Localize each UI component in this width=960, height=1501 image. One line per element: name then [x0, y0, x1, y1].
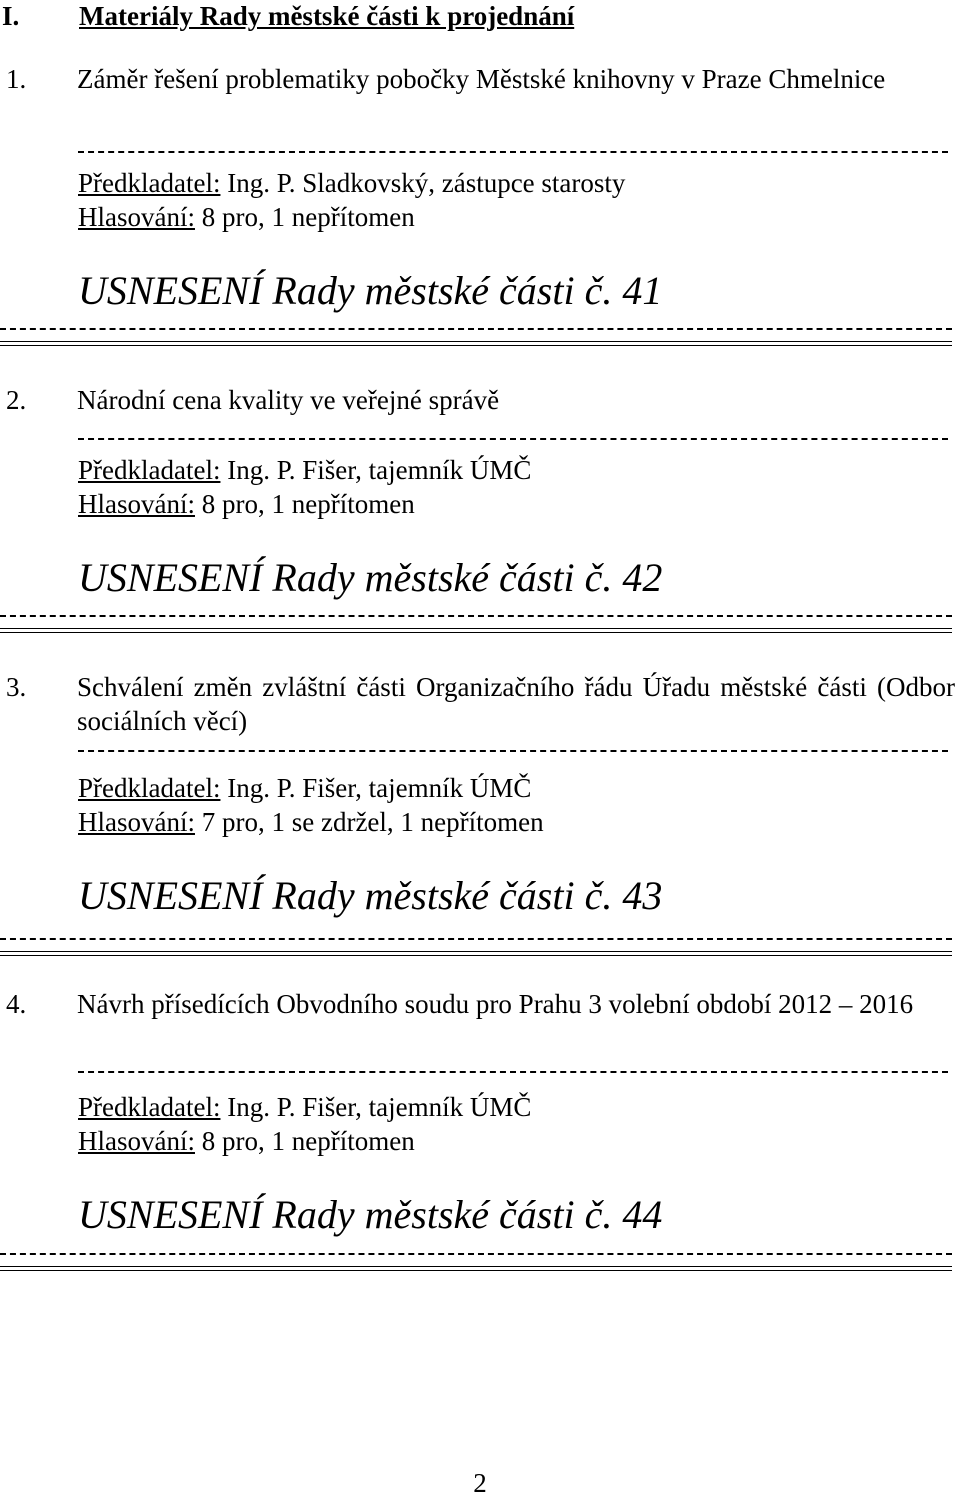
dashed-divider	[78, 151, 948, 153]
predkladatel-label: Předkladatel:	[78, 773, 221, 803]
predkladatel-value: Ing. P. Sladkovský, zástupce starosty	[220, 168, 626, 198]
dashed-divider	[78, 438, 948, 440]
section-number: I.	[2, 1, 20, 31]
hlasovani-line	[78, 1124, 415, 1158]
resolution-separator	[0, 1253, 952, 1271]
resolution-separator	[0, 328, 952, 346]
predkladatel-line	[78, 453, 531, 487]
item-number: 2.	[6, 385, 27, 415]
hlasovani-label: Hlasování:	[78, 489, 195, 519]
dashed-divider	[78, 750, 948, 752]
item-title-text: Záměr řešení problematiky pobočky Městské knihovny v Praze Chmelnice	[77, 64, 886, 94]
section-title: Materiály Rady městské části k projednání	[79, 1, 575, 31]
item-title-text: Návrh přísedících Obvodního soudu pro Prahu 3 volební období 2012 – 2016	[77, 989, 914, 1019]
resolution-separator	[0, 938, 952, 956]
predkladatel-value: Ing. P. Fišer, tajemník ÚMČ	[220, 1092, 532, 1122]
resolution-separator	[0, 615, 952, 633]
hlasovani-value: 8 pro, 1 nepřítomen	[194, 1126, 415, 1156]
resolution-heading: USNESENÍ Rady městské části č. 44	[78, 1192, 663, 1237]
predkladatel-label: Předkladatel:	[78, 168, 221, 198]
predkladatel-value: Ing. P. Fišer, tajemník ÚMČ	[220, 455, 532, 485]
item-number: 1.	[6, 64, 27, 94]
item-title	[6, 383, 955, 417]
item-title-text: Národní cena kvality ve veřejné správě	[77, 385, 500, 415]
page-number: 2	[473, 1468, 487, 1498]
section-heading	[2, 0, 960, 32]
item-title	[6, 62, 955, 96]
hlasovani-label: Hlasování:	[78, 202, 195, 232]
predkladatel-line	[78, 771, 531, 805]
item-title-text: Schválení změn zvláštní části Organizačního řádu Úřadu městské části (Odbor sociálních věcí)	[77, 672, 955, 736]
hlasovani-label: Hlasování:	[78, 1126, 195, 1156]
hlasovani-line	[78, 487, 415, 521]
hlasovani-line	[78, 805, 544, 839]
item-title	[6, 670, 955, 738]
resolution-heading: USNESENÍ Rady městské části č. 42	[78, 555, 663, 600]
predkladatel-label: Předkladatel:	[78, 1092, 221, 1122]
item-title	[6, 987, 955, 1021]
predkladatel-label: Předkladatel:	[78, 455, 221, 485]
resolution-heading: USNESENÍ Rady městské části č. 43	[78, 873, 663, 918]
hlasovani-value: 8 pro, 1 nepřítomen	[194, 489, 415, 519]
resolution-heading: USNESENÍ Rady městské části č. 41	[78, 268, 663, 313]
hlasovani-label: Hlasování:	[78, 807, 195, 837]
item-number: 4.	[6, 989, 27, 1019]
predkladatel-value: Ing. P. Fišer, tajemník ÚMČ	[220, 773, 532, 803]
predkladatel-line	[78, 166, 625, 200]
predkladatel-line	[78, 1090, 531, 1124]
hlasovani-value: 7 pro, 1 se zdržel, 1 nepřítomen	[194, 807, 544, 837]
item-number: 3.	[6, 672, 27, 702]
hlasovani-line	[78, 200, 415, 234]
hlasovani-value: 8 pro, 1 nepřítomen	[194, 202, 415, 232]
dashed-divider	[78, 1071, 948, 1073]
